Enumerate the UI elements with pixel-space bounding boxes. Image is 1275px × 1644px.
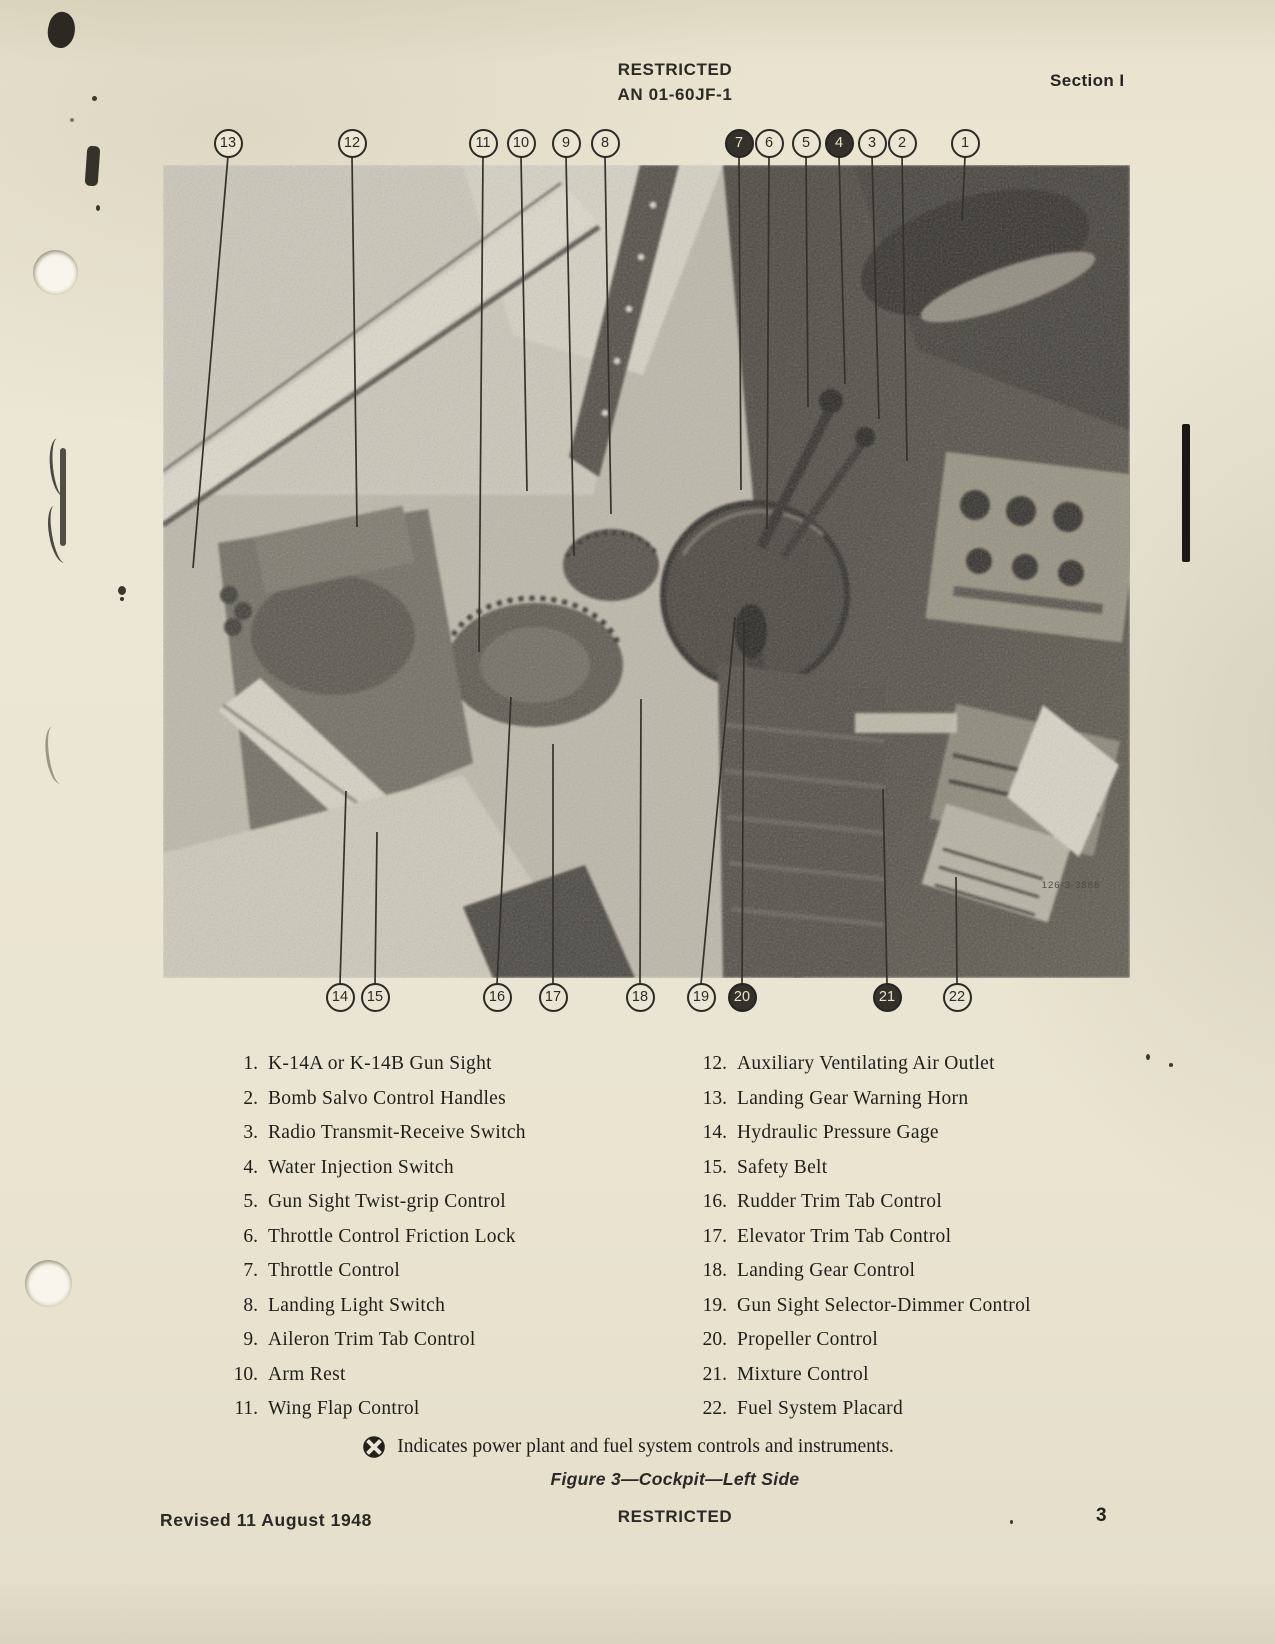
legend-item-label: Gun Sight Selector-Dimmer Control (737, 1294, 1031, 1316)
callout-10: 10 (507, 129, 536, 158)
legend-item-label: Elevator Trim Tab Control (737, 1225, 952, 1247)
legend-item-number: 9. (243, 1329, 258, 1350)
legend-item-number: 3. (243, 1122, 258, 1143)
legend-item-label: Arm Rest (268, 1363, 346, 1385)
legend-item (186, 1191, 526, 1226)
punch-hole (33, 250, 78, 295)
callout-21: 21 (873, 983, 902, 1012)
legend-item-label: Landing Gear Warning Horn (737, 1087, 969, 1109)
scan-crease (42, 725, 71, 785)
legend-item-label: Mixture Control (737, 1363, 869, 1385)
speck (92, 96, 97, 101)
callout-9: 9 (552, 129, 581, 158)
callout-2: 2 (888, 129, 917, 158)
legend-item (655, 1398, 1031, 1433)
speck (118, 586, 126, 595)
legend-item (186, 1398, 526, 1433)
callout-20: 20 (728, 983, 757, 1012)
legend-item-label: Wing Flap Control (268, 1398, 420, 1419)
speck (1010, 1520, 1013, 1524)
footer-page-number: 3 (1096, 1505, 1107, 1526)
speck (120, 597, 124, 601)
legend-item-label: Hydraulic Pressure Gage (737, 1122, 939, 1143)
legend-item (186, 1260, 526, 1295)
legend-item-number: 8. (243, 1294, 258, 1316)
callout-22: 22 (943, 983, 972, 1012)
punch-hole (25, 1260, 72, 1307)
legend-item (655, 1260, 1031, 1295)
speck (70, 118, 74, 122)
legend-item (655, 1088, 1031, 1123)
legend-item-number: 1. (243, 1053, 258, 1074)
legend-item-number: 11. (234, 1398, 258, 1419)
legend-item (655, 1122, 1031, 1157)
legend-item-number: 14. (702, 1122, 727, 1143)
legend-item-number: 16. (702, 1191, 727, 1212)
legend-item-number: 20. (702, 1329, 727, 1350)
callout-7: 7 (725, 129, 754, 158)
legend-item-label: Radio Transmit-Receive Switch (268, 1122, 526, 1143)
callout-1: 1 (951, 129, 980, 158)
legend-item (186, 1088, 526, 1123)
legend-item-number: 5. (243, 1191, 258, 1212)
callout-12: 12 (338, 129, 367, 158)
legend-item (655, 1226, 1031, 1261)
legend-item (186, 1122, 526, 1157)
legend-item-number: 21. (702, 1363, 727, 1385)
legend-item-number: 15. (702, 1156, 727, 1178)
legend-item-number: 12. (702, 1053, 727, 1074)
legend-item (186, 1053, 526, 1088)
legend-note-text: Indicates power plant and fuel system controls and instruments. (397, 1436, 894, 1457)
legend-item (655, 1364, 1031, 1399)
callout-5: 5 (792, 129, 821, 158)
header-section-label: Section I (1050, 71, 1125, 90)
callout-18: 18 (626, 983, 655, 1012)
scan-crease (44, 504, 75, 565)
legend-item (186, 1329, 526, 1364)
legend-column-left (186, 1053, 526, 1433)
legend-item-label: Bomb Salvo Control Handles (268, 1087, 507, 1109)
ink-blot (44, 9, 79, 50)
legend-item-number: 4. (243, 1156, 258, 1178)
legend-item-label: Propeller Control (737, 1329, 879, 1350)
legend-item (655, 1157, 1031, 1192)
legend-note (0, 1436, 1275, 1458)
header-security-stamp: RESTRICTED (617, 60, 733, 79)
legend-item-number: 13. (702, 1087, 727, 1109)
legend-item-number: 10. (233, 1363, 258, 1385)
legend-item-number: 17. (702, 1225, 727, 1247)
callout-11: 11 (469, 129, 498, 158)
callout-14: 14 (326, 983, 355, 1012)
legend-item-label: Gun Sight Twist-grip Control (268, 1191, 506, 1212)
cockpit-photo (163, 165, 1130, 978)
power-plant-fuel-icon (363, 1436, 385, 1458)
figure-caption: Figure 3—Cockpit—Left Side (550, 1469, 800, 1489)
speck (1146, 1054, 1150, 1060)
legend-item-label: Fuel System Placard (737, 1398, 904, 1419)
callout-17: 17 (539, 983, 568, 1012)
photo-credit-number: 126-3-3888 (1041, 880, 1101, 891)
callout-4: 4 (825, 129, 854, 158)
legend-item (186, 1157, 526, 1192)
footer-revision-date: Revised 11 August 1948 (160, 1510, 372, 1530)
callout-13: 13 (214, 129, 243, 158)
callout-3: 3 (858, 129, 887, 158)
speck (96, 205, 100, 211)
legend-item-number: 2. (243, 1087, 258, 1109)
callout-16: 16 (483, 983, 512, 1012)
callout-8: 8 (591, 129, 620, 158)
legend-item-label: Throttle Control (268, 1260, 401, 1281)
speck (1169, 1063, 1173, 1067)
callout-6: 6 (755, 129, 784, 158)
ink-mark (85, 146, 101, 187)
callout-19: 19 (687, 983, 716, 1012)
legend-item-number: 7. (243, 1260, 258, 1281)
legend-item (186, 1226, 526, 1261)
scan-crease (47, 437, 74, 497)
legend-item (655, 1295, 1031, 1330)
legend-item-label: Throttle Control Friction Lock (268, 1225, 516, 1247)
header-doc-number: AN 01-60JF-1 (617, 85, 733, 104)
legend-item-label: Water Injection Switch (268, 1156, 454, 1178)
legend-column-right (655, 1053, 1031, 1433)
legend-item (186, 1295, 526, 1330)
legend-item-number: 18. (702, 1260, 727, 1281)
legend-item (655, 1191, 1031, 1226)
legend-item (655, 1053, 1031, 1088)
legend-item-number: 6. (243, 1225, 258, 1247)
binding-mark (1182, 424, 1190, 562)
legend-item-label: Landing Light Switch (268, 1294, 446, 1316)
footer-security-stamp: RESTRICTED (617, 1507, 733, 1526)
legend-item-label: Rudder Trim Tab Control (737, 1191, 943, 1212)
legend-item-label: Landing Gear Control (737, 1260, 916, 1281)
callout-15: 15 (361, 983, 390, 1012)
legend-item (655, 1329, 1031, 1364)
legend-item-label: K-14A or K-14B Gun Sight (268, 1053, 492, 1074)
legend-item-label: Auxiliary Ventilating Air Outlet (737, 1053, 995, 1074)
legend-item-number: 19. (702, 1294, 727, 1316)
legend-item-number: 22. (702, 1398, 727, 1419)
legend-item-label: Safety Belt (737, 1156, 828, 1178)
legend-item-label: Aileron Trim Tab Control (268, 1329, 476, 1350)
legend-item (186, 1364, 526, 1399)
